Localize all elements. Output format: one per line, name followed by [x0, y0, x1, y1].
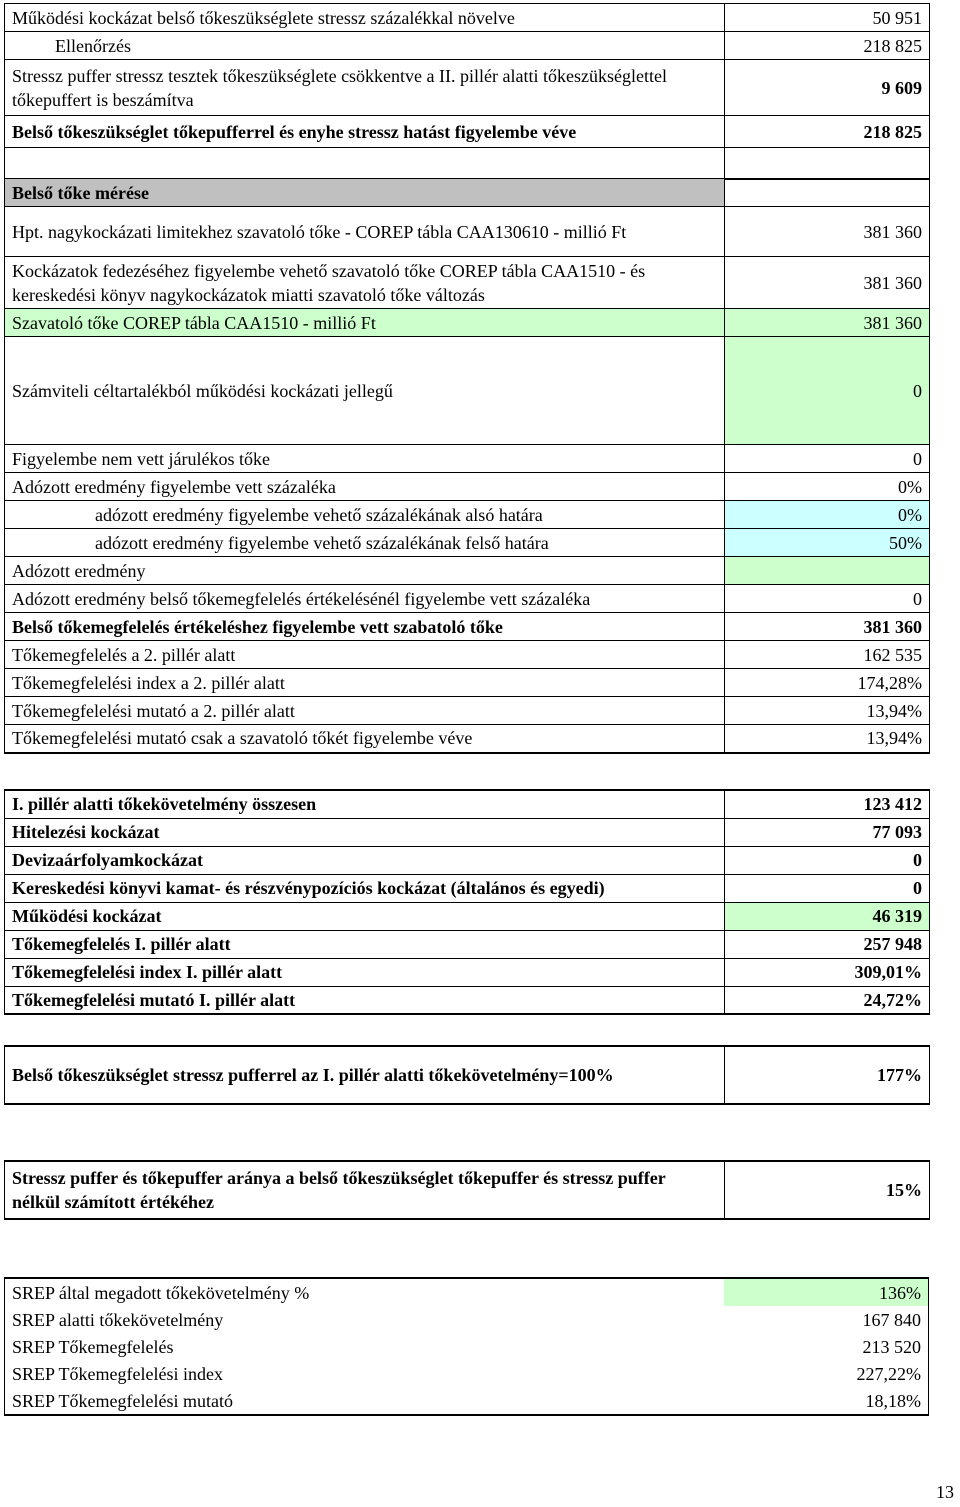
table-row — [5, 958, 930, 986]
row-label: Hpt. nagykockázati limitekhez szavatoló tőke - COREP tábla CAA130610 - millió Ft — [5, 207, 725, 257]
section-header-row — [5, 179, 930, 207]
row-label: Belső tőkeszükséglet tőkepufferrel és enyhe stressz hatást figyelembe véve — [5, 116, 725, 148]
row-label: adózott eredmény figyelembe vehető százalékának felső határa — [5, 529, 725, 557]
table-row — [5, 697, 930, 725]
table-row — [5, 257, 930, 309]
row-label: Tőkemegfelelés I. pillér alatt — [5, 930, 725, 958]
internal-capital-table — [4, 178, 930, 754]
table-row — [5, 1387, 929, 1415]
row-label: I. pillér alatti tőkekövetelmény összesen — [5, 790, 725, 818]
row-value: 13,94% — [725, 697, 930, 725]
table-row — [5, 669, 930, 697]
table-row — [5, 473, 930, 501]
row-value: 18,18% — [724, 1387, 929, 1415]
buffer-share-table — [4, 1160, 930, 1220]
row-value: 381 360 — [725, 207, 930, 257]
row-value: 162 535 — [725, 641, 930, 669]
row-value: 257 948 — [725, 930, 930, 958]
row-value: 123 412 — [725, 790, 930, 818]
row-value: 9 609 — [725, 60, 930, 116]
row-label: Tőkemegfelelési mutató I. pillér alatt — [5, 986, 725, 1014]
row-label: Tőkemegfelelési mutató csak a szavatoló tőkét figyelembe véve — [5, 725, 725, 753]
section-header: Belső tőke mérése — [5, 179, 725, 207]
table-row — [5, 585, 930, 613]
row-label: Adózott eredmény — [5, 557, 725, 585]
stress-buffer-ratio-table — [4, 1045, 930, 1105]
row-label: SREP által megadott tőkekövetelmény % — [5, 1278, 725, 1306]
row-label: Szavatoló tőke COREP tábla CAA1510 - millió Ft — [5, 309, 725, 337]
row-value: 0 — [725, 337, 930, 445]
table-row — [5, 557, 930, 585]
row-value: 0 — [725, 874, 930, 902]
row-label: Stressz puffer stressz tesztek tőkeszükséglete csökkentve a II. pillér alatti tőkeszükséglettel tőkepuffert is beszámítva — [5, 60, 725, 116]
row-value: 218 825 — [725, 116, 930, 148]
row-label: Devizaárfolyamkockázat — [5, 846, 725, 874]
table-row — [5, 1306, 929, 1333]
row-label: SREP alatti tőkekövetelmény — [5, 1306, 725, 1333]
table-row — [5, 1360, 929, 1387]
stress-table — [4, 3, 930, 180]
row-label: SREP Tőkemegfelelés — [5, 1333, 725, 1360]
row-label: Működési kockázat — [5, 902, 725, 930]
row-label: Működési kockázat belső tőkeszükséglete stressz százalékkal növelve — [5, 4, 725, 32]
row-label: Tőkemegfelelés a 2. pillér alatt — [5, 641, 725, 669]
table-row — [5, 1161, 930, 1219]
table-row — [5, 930, 930, 958]
row-value: 50 951 — [725, 4, 930, 32]
row-value: 213 520 — [724, 1333, 929, 1360]
table-row — [5, 846, 930, 874]
row-value: 0 — [725, 445, 930, 473]
row-label: Adózott eredmény figyelembe vett százaléka — [5, 473, 725, 501]
table-row — [5, 874, 930, 902]
row-label: SREP Tőkemegfelelési mutató — [5, 1387, 725, 1415]
row-label: Tőkemegfelelési index I. pillér alatt — [5, 958, 725, 986]
table-row — [5, 529, 930, 557]
table-row — [5, 309, 930, 337]
row-value: 13,94% — [725, 725, 930, 753]
row-value: 50% — [725, 529, 930, 557]
row-label: Kereskedési könyvi kamat- és részvénypozíciós kockázat (általános és egyedi) — [5, 874, 725, 902]
table-row — [5, 641, 930, 669]
table-row — [5, 613, 930, 641]
row-label: Belső tőkemegfelelés értékeléshez figyelembe vett szabatoló tőke — [5, 613, 725, 641]
pillar1-table — [4, 789, 930, 1015]
table-row — [5, 32, 930, 60]
row-value: 24,72% — [725, 986, 930, 1014]
row-label: Stressz puffer és tőkepuffer aránya a belső tőkeszükséglet tőkepuffer és stressz puffer nélkül számított értékéhez — [5, 1161, 725, 1219]
table-row — [5, 116, 930, 148]
row-label: Tőkemegfelelési index a 2. pillér alatt — [5, 669, 725, 697]
row-value: 15% — [725, 1161, 930, 1219]
row-value: 177% — [725, 1046, 930, 1104]
row-label: adózott eredmény figyelembe vehető százalékának alsó határa — [5, 501, 725, 529]
table-row — [5, 445, 930, 473]
table-row — [5, 501, 930, 529]
table-row — [5, 1333, 929, 1360]
row-value: 46 319 — [725, 902, 930, 930]
row-value: 174,28% — [725, 669, 930, 697]
table-row — [5, 337, 930, 445]
table-row — [5, 1278, 929, 1306]
row-value: 218 825 — [725, 32, 930, 60]
row-label: Hitelezési kockázat — [5, 818, 725, 846]
row-value — [725, 557, 930, 585]
table-row — [5, 1046, 930, 1104]
row-label: Ellenőrzés — [5, 32, 725, 60]
row-value: 0% — [725, 473, 930, 501]
row-value: 381 360 — [725, 257, 930, 309]
srep-table — [4, 1277, 929, 1416]
row-value: 136% — [724, 1278, 929, 1306]
row-value: 227,22% — [724, 1360, 929, 1387]
table-row-empty — [5, 148, 930, 180]
row-label: Tőkemegfelelési mutató a 2. pillér alatt — [5, 697, 725, 725]
page-number: 13 — [936, 1482, 954, 1502]
row-value: 0 — [725, 846, 930, 874]
row-label: Adózott eredmény belső tőkemegfelelés értékelésénél figyelembe vett százaléka — [5, 585, 725, 613]
table-row — [5, 207, 930, 257]
row-label: Belső tőkeszükséglet stressz pufferrel az I. pillér alatti tőkekövetelmény=100% — [5, 1046, 725, 1104]
row-value: 0 — [725, 585, 930, 613]
row-label: Kockázatok fedezéséhez figyelembe vehető szavatoló tőke COREP tábla CAA1510 - és kereskedési könyv nagykockázatok miatti szavatoló tőke változás — [5, 257, 725, 309]
row-value: 381 360 — [725, 309, 930, 337]
table-row — [5, 818, 930, 846]
table-row — [5, 725, 930, 753]
row-value: 381 360 — [725, 613, 930, 641]
row-value: 167 840 — [724, 1306, 929, 1333]
row-label: Figyelembe nem vett járulékos tőke — [5, 445, 725, 473]
row-label: SREP Tőkemegfelelési index — [5, 1360, 725, 1387]
table-row — [5, 790, 930, 818]
table-row — [5, 986, 930, 1014]
table-row — [5, 902, 930, 930]
row-value: 0% — [725, 501, 930, 529]
table-row — [5, 4, 930, 32]
row-value: 309,01% — [725, 958, 930, 986]
row-label: Számviteli céltartalékból működési kockázati jellegű — [5, 337, 725, 445]
table-row — [5, 60, 930, 116]
row-value: 77 093 — [725, 818, 930, 846]
